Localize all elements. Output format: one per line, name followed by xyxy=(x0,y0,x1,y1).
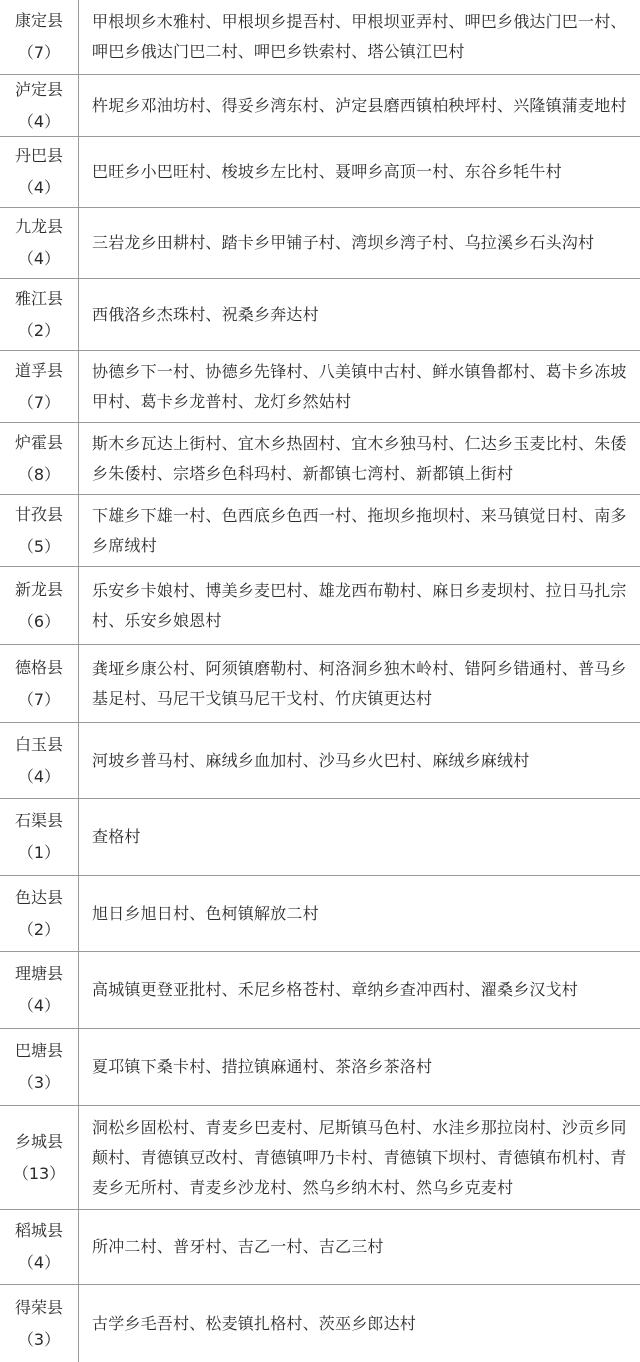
village-count: （4） xyxy=(17,1253,61,1272)
table-row xyxy=(0,75,640,137)
villages-cell xyxy=(79,208,640,278)
villages-text: 巴旺乡小巴旺村、梭坡乡左比村、聂呷乡高顶一村、东谷乡牦牛村 xyxy=(92,162,562,181)
villages-text: 乐安乡卡娘村、博美乡麦巴村、雄龙西布勒村、麻日乡麦坝村、拉日马扎宗村、乐安乡娘恩村 xyxy=(92,580,627,630)
county-name: 白玉县 xyxy=(14,734,63,754)
villages-cell xyxy=(79,952,640,1028)
table-row xyxy=(0,1106,640,1210)
village-count: （8） xyxy=(17,464,61,484)
table-row xyxy=(0,1029,640,1106)
village-count: （4） xyxy=(17,111,61,131)
village-count: （6） xyxy=(17,611,61,631)
villages-text: 河坡乡普马村、麻绒乡血加村、沙马乡火巴村、麻绒乡麻绒村 xyxy=(92,750,530,770)
village-count: （4） xyxy=(17,249,61,268)
table-row xyxy=(0,952,640,1029)
villages-text: 下雄乡下雄一村、色西底乡色西一村、拖坝乡拖坝村、来马镇觉日村、南多乡席绒村 xyxy=(92,505,627,555)
county-name: 甘孜县 xyxy=(14,504,63,524)
villages-cell xyxy=(79,1029,640,1105)
table-row xyxy=(0,799,640,876)
table-row xyxy=(0,495,640,567)
county-name: 巴塘县 xyxy=(14,1041,63,1060)
county-cell xyxy=(0,0,79,74)
table-row xyxy=(0,645,640,723)
county-cell xyxy=(0,567,79,644)
table-row xyxy=(0,137,640,208)
county-name: 康定县 xyxy=(14,11,63,30)
county-name: 雅江县 xyxy=(14,288,63,308)
county-name: 丹巴县 xyxy=(14,146,63,165)
table-row xyxy=(0,567,640,645)
villages-text: 斯木乡瓦达上街村、宜木乡热固村、宜木乡独马村、仁达乡玉麦比村、朱倭乡朱倭村、宗塔乡色科玛村、新都镇七湾村、新都镇上街村 xyxy=(92,433,627,483)
county-name: 稻城县 xyxy=(14,1221,63,1240)
villages-cell xyxy=(79,75,640,136)
table-row xyxy=(0,423,640,495)
county-cell xyxy=(0,279,79,350)
county-cell xyxy=(0,645,79,722)
villages-text: 查格村 xyxy=(92,827,141,846)
village-count: （2） xyxy=(17,320,61,340)
table-row xyxy=(0,351,640,423)
villages-text: 洞松乡固松村、青麦乡巴麦村、尼斯镇马色村、水洼乡那拉岗村、沙贡乡同颠村、青德镇豆改村、青德镇呷乃卡村、青德镇下坝村、青德镇布机村、青麦乡无所村、青麦乡沙龙村、然乌乡纳木村、然乌乡克麦村 xyxy=(92,1117,627,1197)
county-name: 色达县 xyxy=(14,887,63,907)
villages-cell xyxy=(79,876,640,951)
village-count: （3） xyxy=(17,1073,61,1092)
villages-text: 西俄洛乡杰珠村、祝桑乡奔达村 xyxy=(92,304,319,324)
table-row xyxy=(0,1210,640,1285)
villages-cell xyxy=(79,567,640,644)
villages-cell xyxy=(79,351,640,422)
county-cell xyxy=(0,137,79,207)
villages-cell xyxy=(79,723,640,798)
villages-text: 甲根坝乡木雅村、甲根坝乡提吾村、甲根坝亚弄村、呷巴乡俄达门巴一村、呷巴乡俄达门巴二村、呷巴乡铁索村、塔公镇江巴村 xyxy=(92,12,627,61)
county-name: 石渠县 xyxy=(14,811,63,830)
county-cell xyxy=(0,1029,79,1105)
county-name: 德格县 xyxy=(14,657,63,677)
villages-text: 协德乡下一村、协德乡先锋村、八美镇中古村、鲜水镇鲁都村、葛卡乡冻坡甲村、葛卡乡龙普村、龙灯乡然姑村 xyxy=(92,361,627,411)
village-count: （4） xyxy=(17,178,61,197)
county-name: 乡城县 xyxy=(14,1131,63,1151)
county-name: 道孚县 xyxy=(14,360,63,380)
county-cell xyxy=(0,1210,79,1284)
villages-text: 旭日乡旭日村、色柯镇解放二村 xyxy=(92,903,319,923)
county-cell xyxy=(0,351,79,422)
villages-text: 高城镇更登亚批村、禾尼乡格苍村、章纳乡查冲西村、濯桑乡汉戈村 xyxy=(92,980,579,999)
village-count: （7） xyxy=(17,43,61,62)
table-row xyxy=(0,876,640,952)
county-cell xyxy=(0,876,79,951)
county-name: 泸定县 xyxy=(14,79,63,99)
village-count: （7） xyxy=(17,392,61,412)
villages-cell xyxy=(79,0,640,74)
village-count: （1） xyxy=(17,843,61,862)
table-row xyxy=(0,208,640,279)
county-name: 炉霍县 xyxy=(14,432,63,452)
county-name: 理塘县 xyxy=(14,964,63,983)
villages-text: 所冲二村、普牙村、吉乙一村、吉乙三村 xyxy=(92,1237,384,1256)
table-row xyxy=(0,0,640,75)
table-row xyxy=(0,1285,640,1362)
county-cell xyxy=(0,1106,79,1209)
county-cell xyxy=(0,799,79,875)
villages-cell xyxy=(79,137,640,207)
villages-text: 夏邛镇下桑卡村、措拉镇麻通村、茶洛乡茶洛村 xyxy=(92,1057,433,1076)
villages-cell xyxy=(79,495,640,566)
county-cell xyxy=(0,952,79,1028)
county-name: 得荣县 xyxy=(14,1297,63,1317)
village-count: （7） xyxy=(17,689,61,709)
village-count: （2） xyxy=(17,919,61,939)
villages-cell xyxy=(79,423,640,494)
county-cell xyxy=(0,75,79,136)
villages-cell xyxy=(79,1285,640,1362)
county-cell xyxy=(0,208,79,278)
villages-cell xyxy=(79,279,640,350)
county-cell xyxy=(0,1285,79,1362)
villages-text: 三岩龙乡田耕村、踏卡乡甲铺子村、湾坝乡湾子村、乌拉溪乡石头沟村 xyxy=(92,233,595,252)
county-cell xyxy=(0,723,79,798)
county-name: 九龙县 xyxy=(14,217,63,236)
table-row xyxy=(0,723,640,799)
villages-cell xyxy=(79,799,640,875)
villages-cell xyxy=(79,645,640,722)
county-cell xyxy=(0,495,79,566)
county-name: 新龙县 xyxy=(14,579,63,599)
village-count: （4） xyxy=(17,996,61,1015)
village-count: （5） xyxy=(17,536,61,556)
villages-text: 杵坭乡邓油坊村、得妥乡湾东村、泸定县磨西镇柏秧坪村、兴隆镇蒲麦地村 xyxy=(92,95,627,115)
villages-text: 古学乡毛吾村、松麦镇扎格村、茨巫乡郎达村 xyxy=(92,1313,417,1333)
villages-text: 龚垭乡康公村、阿须镇磨勒村、柯洛洞乡独木岭村、错阿乡错通村、普马乡基足村、马尼干戈镇马尼干戈村、竹庆镇更达村 xyxy=(92,658,627,708)
table-row xyxy=(0,279,640,351)
county-cell xyxy=(0,423,79,494)
villages-cell xyxy=(79,1210,640,1284)
village-count: （3） xyxy=(17,1329,61,1349)
villages-cell xyxy=(79,1106,640,1209)
village-count: （4） xyxy=(17,766,61,786)
village-count: （13） xyxy=(12,1163,66,1183)
